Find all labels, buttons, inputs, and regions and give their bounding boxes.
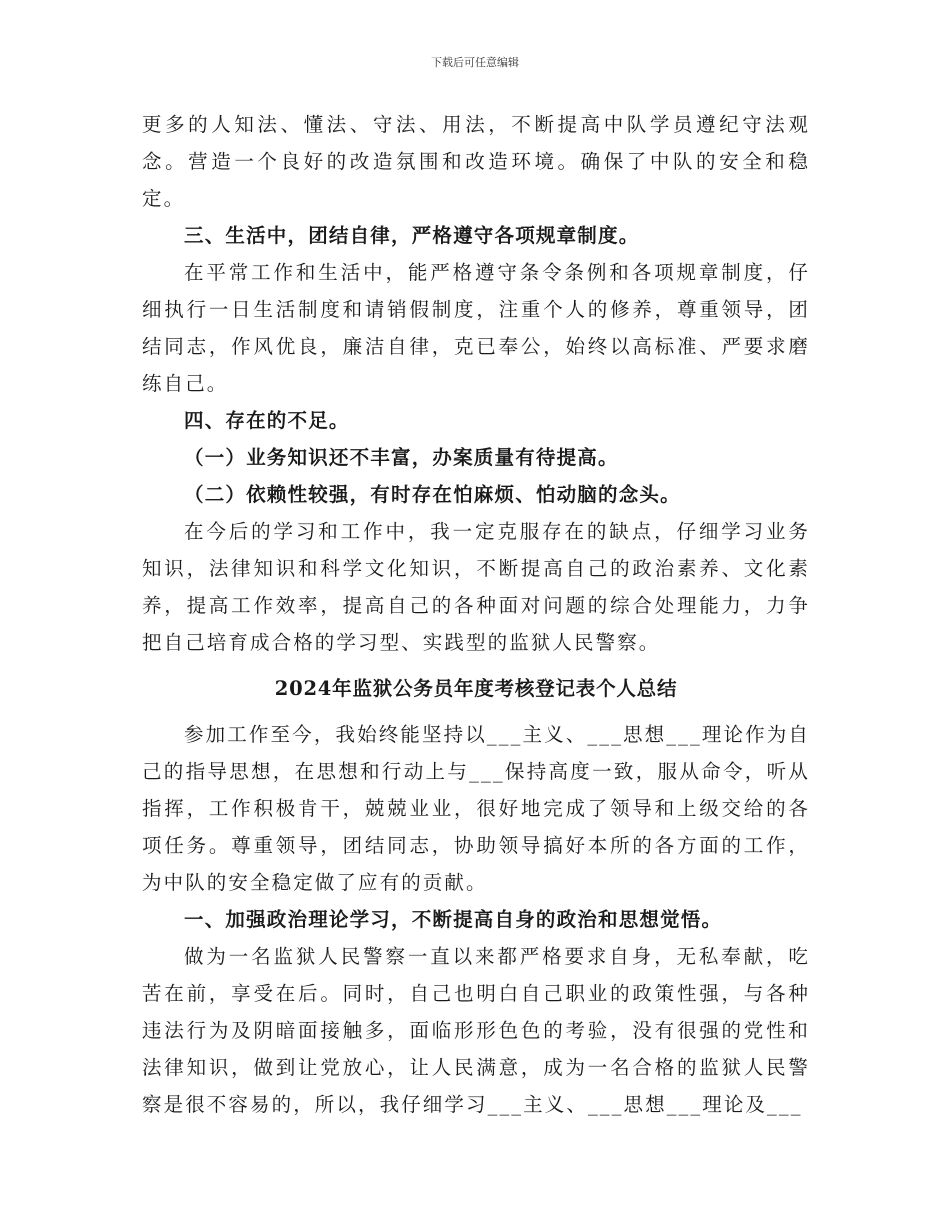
heading-section-1: 一、加强政治理论学习，不断提高自身的政治和思想觉悟。 <box>184 908 723 931</box>
heading-shortcoming-1: （一）业务知识还不丰富，办案质量有待提高。 <box>184 446 619 469</box>
paragraph-intro: 参加工作至今，我始终能坚持以___主义、___思想___理论作为自己的指导思想，在思想和行动上与___保持高度一致，服从命令，听从指挥，工作积极肯干，兢兢业业，很好地完成了领导和上级交给的各项任务。尊重领导，团结同志，协助领导搞好本所的各方面的工作，为中队的安全稳定做了应有的贡献。 <box>142 723 810 894</box>
page-header: 下载后可任意编辑 <box>431 56 519 69</box>
paragraph-political-study: 做为一名监狱人民警察一直以来都严格要求自身，无私奉献，吃苦在前，享受在后。同时，自己也明白自己职业的政策性强，与各种违法行为及阴暗面接触多，面临形形色色的考验，没有很强的党性和法律知识，做到让党放心，让人民满意，成为一名合格的监狱人民警察是很不容易的，所以，我仔细学习___主义、___思想___理论及___ <box>142 945 810 1116</box>
heading-section-3: 三、生活中，团结自律，严格遵守各项规章制度。 <box>184 224 640 247</box>
paragraph-future-plan: 在今后的学习和工作中，我一定克服存在的缺点，仔细学习业务知识，法律知识和科学文化知识，不断提高自己的政治素养、文化素养，提高工作效率，提高自己的各种面对问题的综合处理能力，力争把自己培育成合格的学习型、实践型的监狱人民警察。 <box>142 520 810 654</box>
paragraph-continuation: 更多的人知法、懂法、守法、用法，不断提高中队学员遵纪守法观念。营造一个良好的改造氛围和改造环境。确保了中队的安全和稳定。 <box>142 113 810 210</box>
document-body <box>142 106 810 1123</box>
document-title: 2024年监狱公务员年度考核登记表个人总结 <box>274 677 678 700</box>
heading-section-4: 四、存在的不足。 <box>184 409 350 432</box>
heading-shortcoming-2: （二）依赖性较强，有时存在怕麻烦、怕动脑的念头。 <box>184 483 681 506</box>
paragraph-life-discipline: 在平常工作和生活中，能严格遵守条令条例和各项规章制度，仔细执行一日生活制度和请销假制度，注重个人的修养，尊重领导，团结同志，作风优良，廉洁自律，克已奉公，始终以高标准、严要求磨练自己。 <box>142 261 810 395</box>
